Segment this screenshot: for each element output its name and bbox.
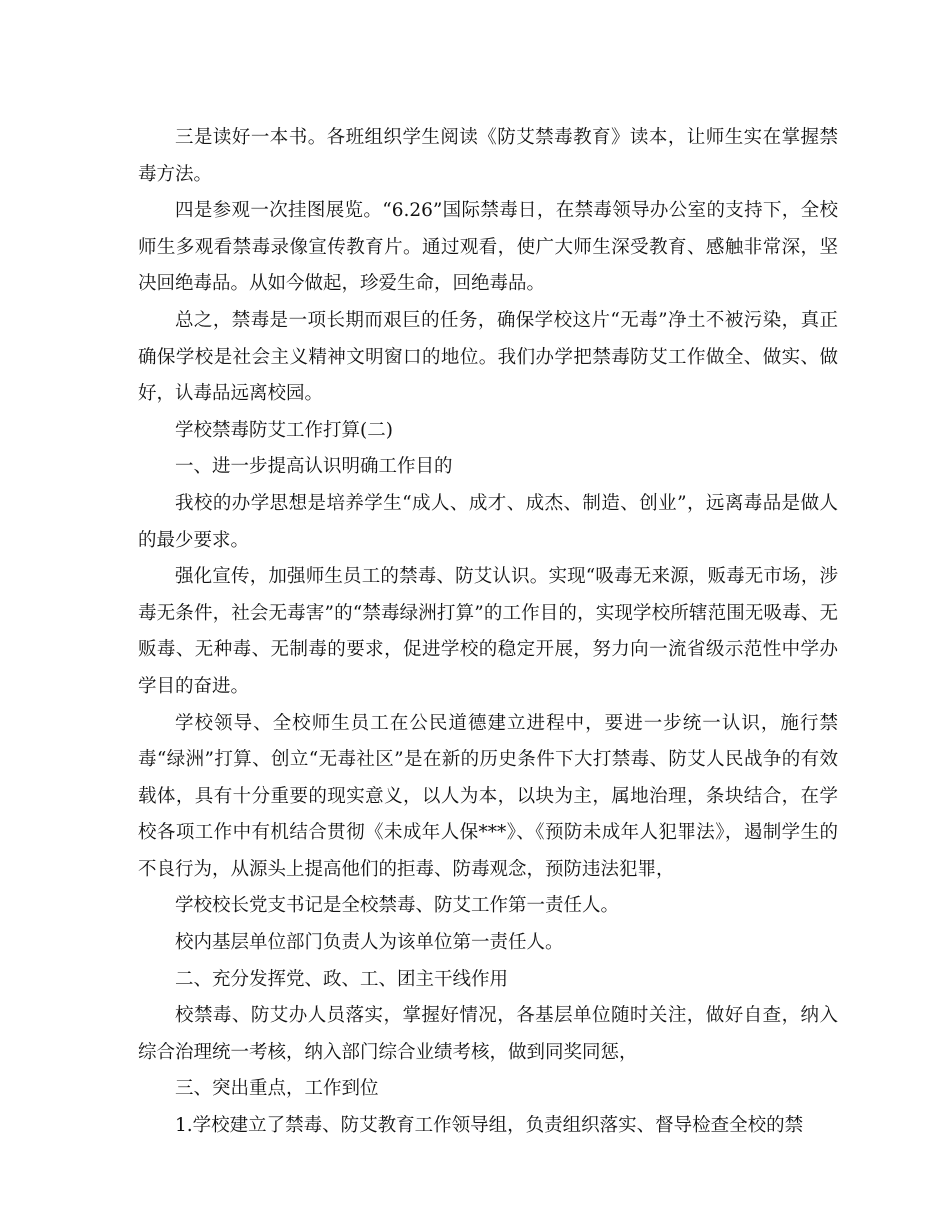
paragraph-leading-group: 1.学校建立了禁毒、防艾教育工作领导组，负责组织落实、督导检查全校的禁 — [175, 1115, 804, 1137]
paragraph-first-responsible: 学校校长党支书记是全校禁毒、防艾工作第一责任人。 — [175, 895, 620, 917]
paragraph-read-book: 三是读好一本书。各班组织学生阅读《防艾禁毒教育》读本，让师生实在掌握禁毒方法。 — [138, 127, 838, 185]
paragraph-leadership: 学校领导、全校师生员工在公民道德建立进程中，要进一步统一认识，施行禁毒“绿洲”打算、创立“无毒社区”是在新的历史条件下大打禁毒、防艾人民战争的有效载体，具有十分重要的现实意义，以人为本，以块为主，属地治理，条块结合，在学校各项工作中有机结合贯彻《未成年人保***》、《预防未成年人犯罪法》，遏制学生的不良行为，从源头上提高他们的拒毒、防毒观念，预防违法犯罪， — [138, 712, 838, 880]
heading-party-role: 二、充分发挥党、政、工、团主干线作用 — [175, 968, 509, 990]
heading-improve-awareness: 一、进一步提高认识明确工作目的 — [175, 456, 453, 478]
paragraph-summary: 总之，禁毒是一项长期而艰巨的任务，确保学校这片“无毒”净土不被污染，真正确保学校是社会主义精神文明窗口的地位。我们办学把禁毒防艾工作做全、做实、做好，认毒品远离校园。 — [138, 309, 838, 405]
section-title: 学校禁毒防艾工作打算(二) — [175, 419, 393, 441]
paragraph-unit-responsible: 校内基层单位部门负责人为该单位第一责任人。 — [175, 932, 564, 954]
paragraph-publicity: 强化宣传，加强师生员工的禁毒、防艾认识。实现“吸毒无来源，贩毒无市场，涉毒无条件，社会无毒害”的“禁毒绿洲打算”的工作目的，实现学校所辖范围无吸毒、无贩毒、无种毒、无制毒的要求，促进学校的稳定开展，努力向一流省级示范性中学办学目的奋进。 — [138, 566, 838, 697]
paragraph-school-philosophy: 我校的办学思想是培养学生“成人、成才、成杰、制造、创业”，远离毒品是做人的最少要求。 — [138, 492, 838, 551]
heading-focus: 三、突出重点，工作到位 — [175, 1078, 379, 1100]
document-body — [138, 120, 838, 1145]
paragraph-exhibition: 四是参观一次挂图展览。“6.26”国际禁毒日，在禁毒领导办公室的支持下，全校师生多观看禁毒录像宣传教育片。通过观看，使广大师生深受教育、感触非常深，坚决回绝毒品。从如今做起，珍爱生命，回绝毒品。 — [138, 200, 838, 295]
paragraph-staff-implementation: 校禁毒、防艾办人员落实，掌握好情况，各基层单位随时关注，做好自查，纳入综合治理统一考核，纳入部门综合业绩考核，做到同奖同惩， — [138, 1005, 838, 1063]
